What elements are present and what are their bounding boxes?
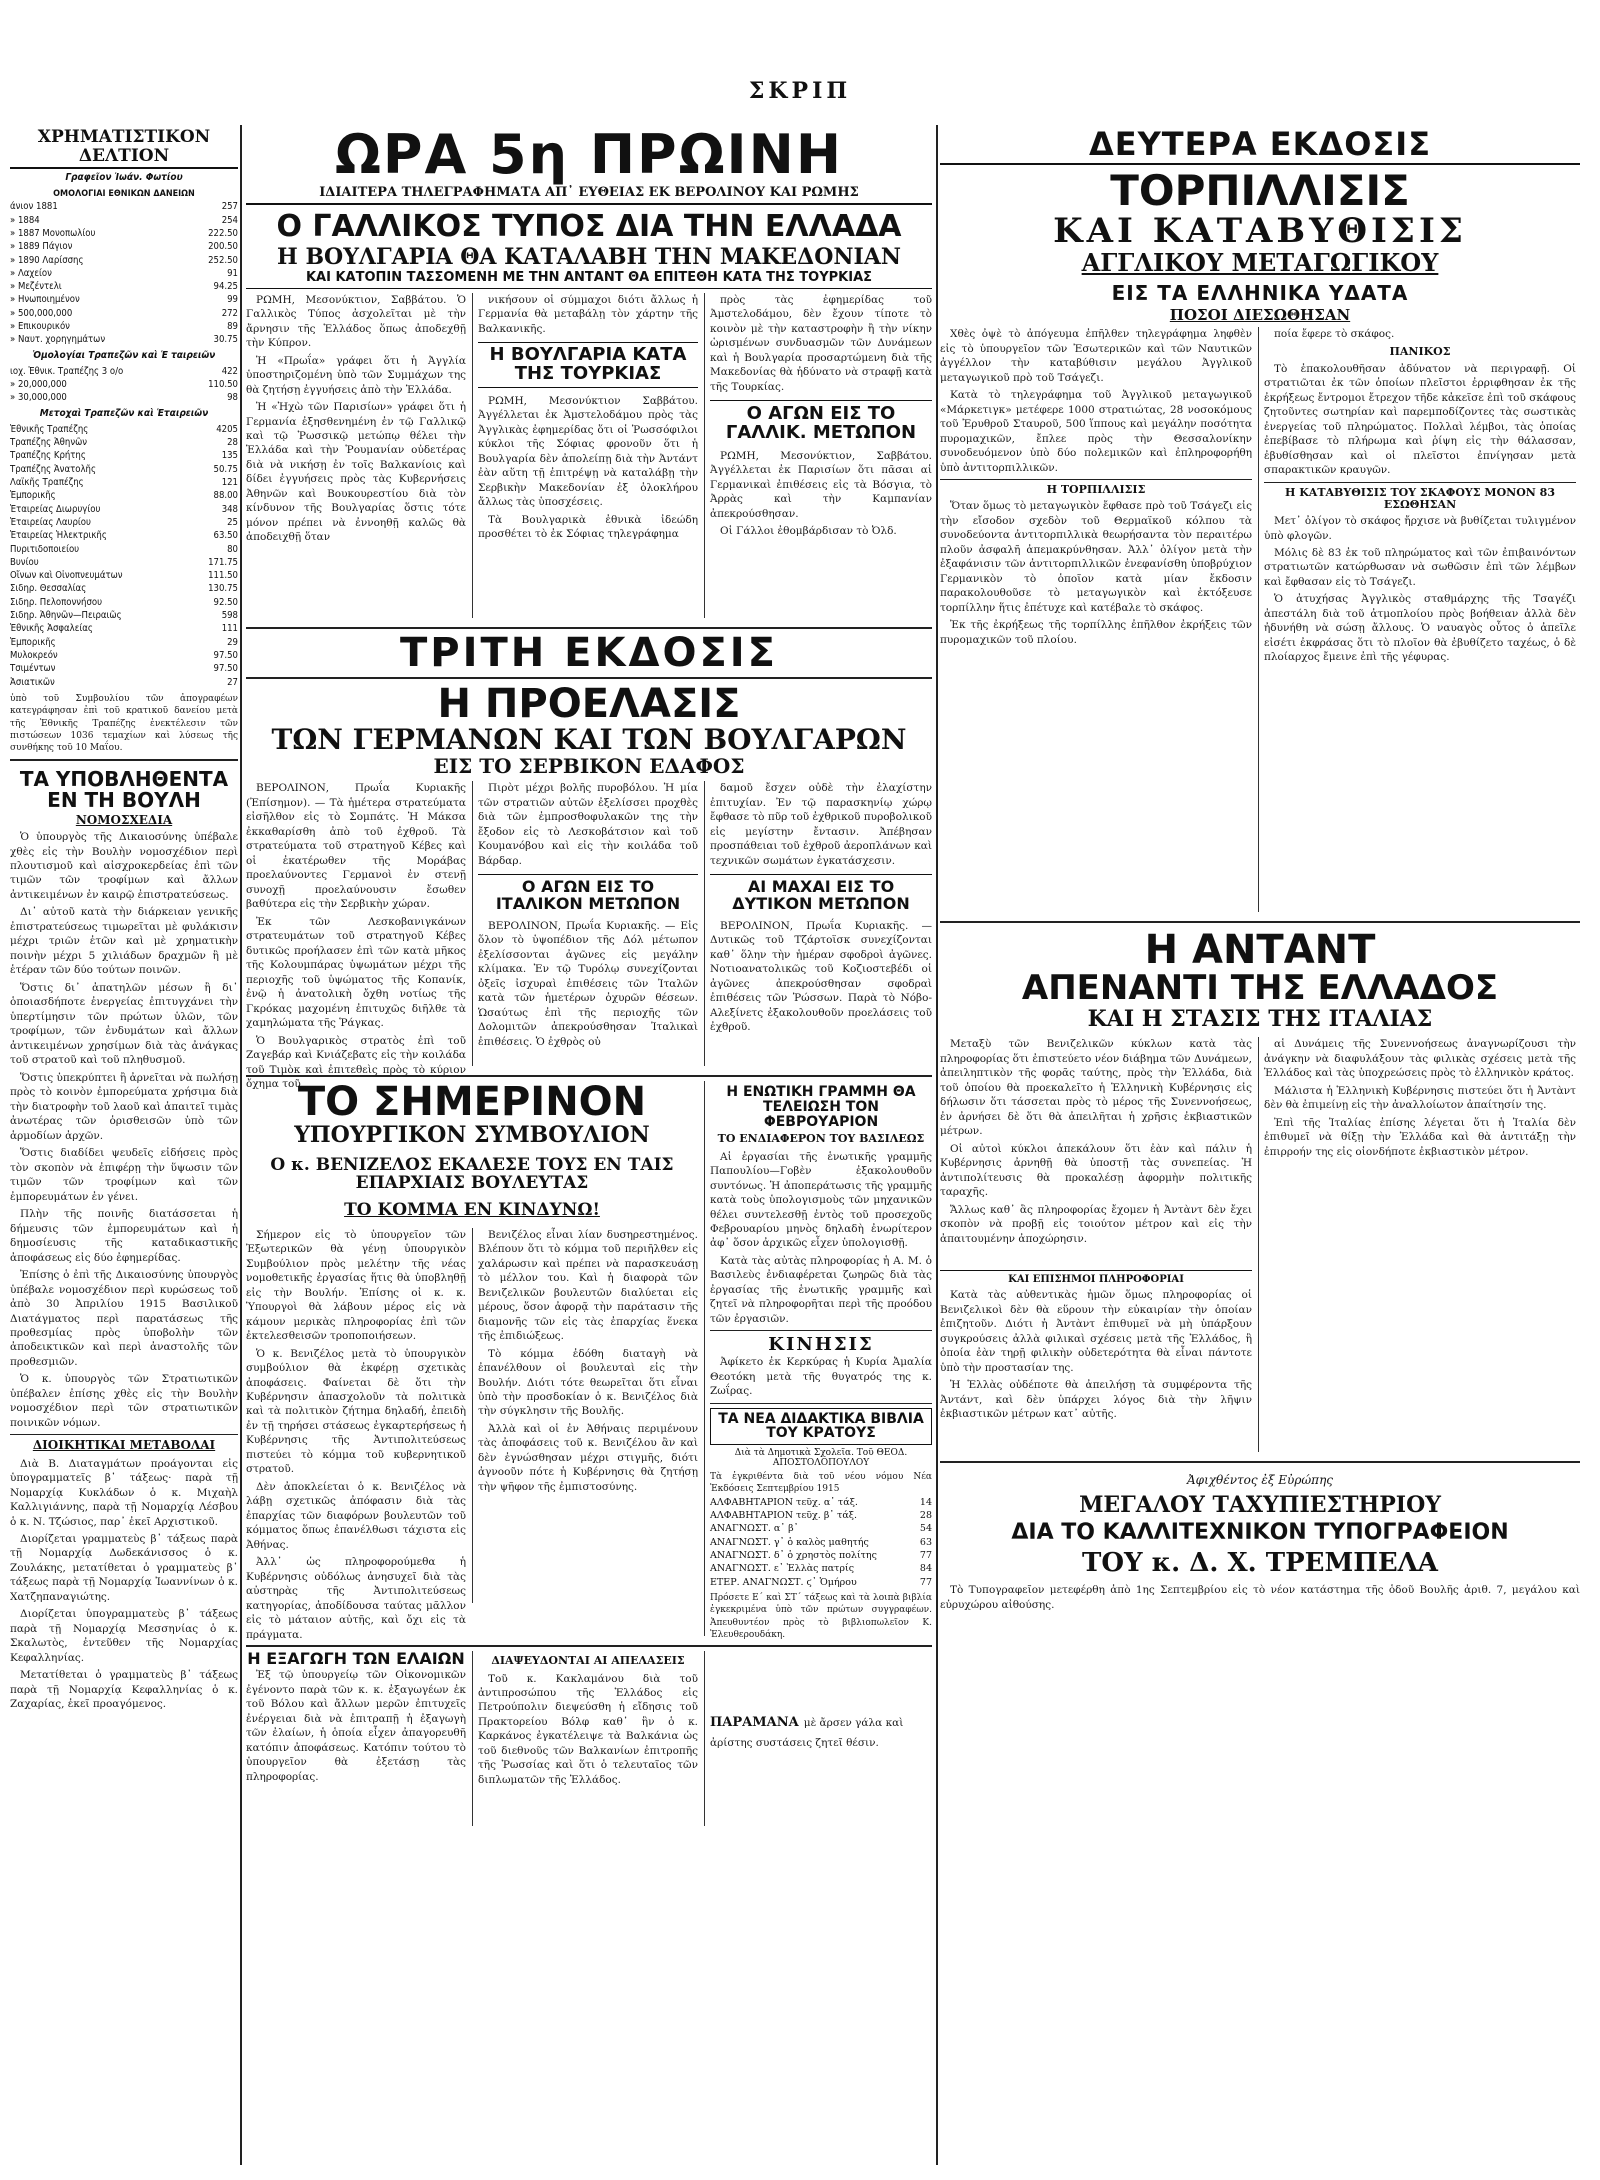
nanny-text: μὲ ἄρσεν γάλα καὶ ἀρίστης συστάσεις ζητεῖ θέσιν. xyxy=(710,1717,904,1749)
stock-row-value: 110.50 xyxy=(208,379,238,391)
stock-row-value: 598 xyxy=(221,610,238,622)
book-row xyxy=(710,1522,932,1535)
arrival-line: Ἀφιχθέντος ἐξ Εὐρώπης xyxy=(1187,1473,1333,1488)
stock-row-label: » 20,000,000 xyxy=(10,379,67,391)
stock-row-label: » 1889 Πάγιον xyxy=(10,241,73,253)
paragraph: Ἡ «Πρωΐα» γράφει ὅτι ἡ Ἀγγλία ὑποστηριζομένη ὑπὸ τῶν Συμμάχων της θὰ ζητήσῃ ἐγγυήσεις ἀπὸ τὴν Ἑλλάδα. xyxy=(246,354,466,396)
paragraph: Ὁ ὑπουργὸς τῆς Δικαιοσύνης ὑπέβαλε χθὲς εἰς τὴν Βουλὴν νομοσχέδιον περὶ πλουτισμοῦ καὶ αἰσχροκερδείας ἐπὶ τῶν τιμῶν τῶν τροφίμων καὶ ἄλλων ἀντικειμένων ἐν καιρῷ ἐπιστρατεύσεως. xyxy=(10,831,238,901)
stock-row xyxy=(10,293,238,306)
paragraph: Ὅστις διαδίδει ψευδεῖς εἰδήσεις πρὸς τὸν σκοπὸν νὰ ἐπιφέρῃ τὴν ὕψωσιν τῶν τιμῶν τῶν τροφίμων καὶ τῶν ἐμπορευμάτων ἐν γένει. xyxy=(10,1147,238,1203)
advance-subheadline-2: ΕΙΣ ΤΟ ΣΕΡΒΙΚΟΝ ΕΔΑΦΟΣ xyxy=(433,754,745,779)
stock-row-value: 30.75 xyxy=(213,334,238,346)
paragraph: Ὁ ἀτυχήσας Ἀγγλικὸς σταθμάρχης τῆς Τσαγέζι ἀπεστάλη διὰ τοῦ ἀτμοπλοίου πρὸς βοήθειαν ἀλλὰ δὲν ἠδυνήθη νὰ σώσῃ ἄλλους. Ὁ ναυαγὸς οὗτος ὁ ἀπεῖλε εἰσέτι ἐκφράσας ὅτι τὸ πλοῖον θὰ ἐβυθίζετο ταχέως, ὁ δὲ πλοίαρχος ἔμεινε ἐπὶ τῆς γέφυρας. xyxy=(1264,593,1576,664)
book-row-label: ΑΛΦΑΒΗΤΑΡΙΟΝ τεῦχ. β᾽ τάξ. xyxy=(710,1510,858,1522)
stock-row-value: 91 xyxy=(227,267,238,279)
denial-headline: ΔΙΑΨΕΥΔΟΝΤΑΙ ΑΙ ΑΠΕΛΑΣΕΙΣ xyxy=(491,1654,685,1668)
stock-row-label: Τσιμέντων xyxy=(10,663,56,675)
stock-row xyxy=(10,378,238,391)
stock-row-label: » 1890 Λαρίσσης xyxy=(10,254,84,266)
paragraph: ΒΕΡΟΛΙΝΟΝ, Πρωΐα Κυριακῆς (Ἐπίσημον). — Τὰ ἡμέτερα στρατεύματα εἰσῆλθον εἰς τὸ Σομπάτς. Ἡ Μάκσα ἐκκαθαρίσθη ἀπὸ τοῦ ἐχθροῦ. Τὰ στρατεύματα τοῦ στρατηγοῦ Κέβες καὶ οἱ ἐκατέρωθεν τῆς Μοράβας προελαύνοντες Γερμανοὶ ἐν στενῇ συνοχῇ προελαύνουσιν ἔσωθεν βαθύτερα εἰς τὴν Σερβικὴν χώραν. xyxy=(246,782,466,911)
paragraph: Ὁ κ. ὑπουργὸς τῶν Στρατιωτικῶν ὑπέβαλεν ἐπίσης χθὲς εἰς τὴν Βουλὴν νομοσχέδιον περὶ τῶν στρατιωτικῶν ποινικῶν νόμων. xyxy=(10,1373,238,1429)
stock-row xyxy=(10,333,238,346)
bulgaria-turkey-headline: Η ΒΟΥΛΓΑΡΙΑ ΚΑΤΑ ΤΗΣ ΤΟΥΡΚΙΑΣ xyxy=(478,342,698,388)
paragraph: Μεταξὺ τῶν Βενιζελικῶν κύκλων κατὰ τὰς πληροφορίας ὅτι ἐπιστεύετο νέον διάβημα τῶν Δυνάμεων, ἀπειληπτικὸν τῆς φορᾶς ταύτης, πρὸς τὴν Ἑλλάδα, διὰ τοῦ ὁποίου θὰ προεκαλεῖτο ἡ Ἑλληνικὴ Κυβέρνησις εἰς δήλωσιν ὅτι τάσσεται πρὸς τὸ μέρος τῆς Συνεννοήσεως, ἐν ἀρνήσει δὲ ὅτι θὰ ἀπειλῆται ἡ χρῆσις ἐκβιαστικῶν μέτρων. xyxy=(940,1038,1252,1138)
transport-headline: ΑΓΓΛΙΚΟΥ ΜΕΤΑΓΩΓΙΚΟΥ xyxy=(1081,248,1439,278)
official-article xyxy=(940,1288,1252,1421)
column-rule-1 xyxy=(240,125,242,2165)
paragraph: Μάλιστα ἡ Ἑλληνικὴ Κυβέρνησις πιστεύει ὅτι ἡ Ἀντὰντ δὲν θὰ ἐπιμείνῃ εἰς τὴν ἀναλλοίωτον ἀπαίτησίν της. xyxy=(1264,1084,1576,1112)
book-row-label: ΑΝΑΓΝΩΣΤ. ε᾽ Ἐλλὰς πατρίς xyxy=(710,1563,855,1575)
masthead: ΣΚΡΙΠ xyxy=(748,78,852,104)
book-row-value: 77 xyxy=(919,1576,932,1588)
bulgaria-turkey-article xyxy=(478,394,698,542)
stock-row xyxy=(10,609,238,622)
stock-row-value: 88.00 xyxy=(213,490,238,502)
book-row xyxy=(710,1562,932,1575)
paragraph: Κατὰ τὸ τηλεγράφημα τοῦ Ἀγγλικοῦ μεταγωγικοῦ «Μάρκετιγκ» μετέφερε 1000 στρατιώτας, 28 νοσοκόμους τοῦ Ἐρυθροῦ Σταυροῦ, 500 ἵππους καὶ μεγάλην ποσότητα πυρομαχικῶν, ἔπλεε πρὸς τὴν Θεσσαλονίκην συνοδευόμενον ὑπὸ δύο πολεμικῶν καὶ ἐπληροφορήθη ὑπὸ ἀντιτορπιλλικῶν. xyxy=(940,389,1252,474)
frontier-headline: Η ΕΝΩΤΙΚΗ ΓΡΑΜΜΗ ΘΑ ΤΕΛΕΙΩΣΗ ΤΟΝ ΦΕΒΡΟΥΑΡΙΟΝ xyxy=(726,1084,916,1130)
stock-row-label: Ἐθνικῆς Τραπέζης xyxy=(10,423,89,435)
stock-row xyxy=(10,240,238,253)
stock-row-label: Σιδηρ. Θεσσαλίας xyxy=(10,583,87,595)
paragraph: Ἐπίσης ὁ ἐπὶ τῆς Δικαιοσύνης ὑπουργὸς ὑπέβαλε νομοσχέδιον περὶ κυρώσεως τοῦ ἀπὸ 30 Ἀπριλίου 1915 Βασιλικοῦ Διατάγματος περὶ παρατάσεως τῆς προθεσμίας πρὸς ὑποβολὴν τῶν ἀποδεικτικῶν καὶ περὶ ἀναστολῆς τῶν προθεσμιῶν. xyxy=(10,1269,238,1368)
stock-row-label: Σιδηρ. Πελοποννήσου xyxy=(10,596,103,608)
stock-row xyxy=(10,320,238,333)
book-row xyxy=(710,1536,932,1549)
book-row xyxy=(710,1496,932,1509)
stock-row-value: 200.50 xyxy=(208,241,238,253)
frontier-block xyxy=(710,1081,932,1641)
torpedo-left xyxy=(940,327,1252,650)
paragraph: Κατὰ τὰς αὐτὰς πληροφορίας ἡ Α. Μ. ὁ Βασιλεὺς ἐνδιαφέρεται ζωηρῶς διὰ τὰς ἐργασίας τῆς ἑνωτικῆς γραμμῆς καὶ ζητεῖ νὰ πληροφορῆται περὶ τῆς προόδου τῶν ἐργασιῶν. xyxy=(710,1254,932,1325)
stock-row xyxy=(10,622,238,635)
paragraph: Μόλις δὲ 83 ἐκ τοῦ πληρώματος καὶ τῶν ἐπιβαινόντων στρατιωτῶν κατώρθωσαν νὰ σωθῶσιν ἐπὶ τῶν λέμβων καὶ ἔφθασαν εἰς τὸ Τσάγεζι. xyxy=(1264,546,1576,588)
western-front-article xyxy=(710,919,932,1035)
oil-export-block xyxy=(246,1651,466,1787)
western-front-headline: ΑΙ ΜΑΧΑΙ ΕΙΣ ΤΟ ΔΥΤΙΚΟΝ ΜΕΤΩΠΟΝ xyxy=(710,874,932,913)
cabinet-headline: ΤΟ ΣΗΜΕΡΙΝΟΝ xyxy=(297,1079,647,1126)
french-front-headline: Ο ΑΓΩΝ ΕΙΣ ΤΟ ΓΑΛΛΙΚ. ΜΕΤΩΠΟΝ xyxy=(710,400,932,443)
printshop-headline: ΔΙΑ ΤΟ ΚΑΛΛΙΤΕΧΝΙΚΟΝ ΤΥΠΟΓΡΑΦΕΙΟΝ xyxy=(1011,1520,1509,1546)
paragraph: Μετ᾽ ὀλίγον τὸ σκάφος ἤρχισε νὰ βυθίζεται τυλιγμένον ὑπὸ φλογῶν. xyxy=(1264,515,1576,542)
stock-row-value: 135 xyxy=(221,450,238,462)
paragraph: Σήμερον εἰς τὸ ὑπουργεῖον τῶν Ἐξωτερικῶν θὰ γένῃ ὑπουργικὸν Συμβούλιον πρὸς μελέτην τῆς νέας νομοθετικῆς ἐργασίας ἥτις θὰ ὑποβληθῇ εἰς τὴν Βουλήν. Ἐπίσης οἱ κ. κ. Ὑπουργοὶ θὰ λάβουν μέρος εἰς νὰ κάμουν μερικὰς πληροφορίας ἐπὶ τῶν ἐκτελεσθεισῶν τροποποιήσεων. xyxy=(246,1228,466,1343)
book-row xyxy=(710,1549,932,1562)
stock-row-value: 272 xyxy=(221,307,238,319)
paragraph: ΒΕΡΟΛΙΝΟΝ, Πρωΐα Κυριακῆς. — Εἰς ὅλον τὸ ὑψοπέδιον τῆς Δόλ μέτωπον ἐξελίσσονται ἀγῶνες εἰς μεγάλην κλίμακα. Ἐν τῷ Τυρόλῳ συνεχίζονται ὀξεῖς ἰσχυραὶ ἐπιθέσεις τῶν Ἰταλῶν κατὰ τῶν ἡμετέρων ὀχυρῶν θέσεων. Ὡσαύτως ἐπὶ τῆς περιοχῆς τῶν Δολομιτῶν ἀπεκρούσθησαν Ἰταλικαὶ ἐπιθέσεις. Ὁ ἐχθρὸς οὐ xyxy=(478,919,698,1048)
venizelos-headline: Ο κ. ΒΕΝΙΖΕΛΟΣ ΕΚΑΛΕΣΕ ΤΟΥΣ ΕΝ ΤΑΙΣ ΕΠΑΡΧΙΑΙΣ ΒΟΥΛΕΥΤΑΣ xyxy=(270,1154,674,1194)
stock-row-label: Τραπέζης Κρήτης xyxy=(10,450,86,462)
right-column xyxy=(940,125,1580,2158)
stock-row xyxy=(10,214,238,227)
book-row-label: ΑΝΑΓΝΩΣΤ. α᾽ β᾽ xyxy=(710,1523,799,1535)
stock-row-value: 121 xyxy=(221,477,238,489)
stock-row-label: Τραπέζης Ἀνατολῆς xyxy=(10,463,96,475)
stock-row xyxy=(10,449,238,462)
stock-row xyxy=(10,365,238,378)
italian-front-headline: Ο ΑΓΩΝ ΕΙΣ ΤΟ ΙΤΑΛΙΚΟΝ ΜΕΤΩΠΟΝ xyxy=(478,874,698,913)
stock-row xyxy=(10,463,238,476)
stock-row xyxy=(10,543,238,556)
stock-row-label: Λαϊκῆς Τραπέζης xyxy=(10,477,84,489)
stock-row xyxy=(10,267,238,280)
stock-row xyxy=(10,556,238,569)
owner-headline: ΤΟΥ κ. Δ. Χ. ΤΡΕΜΠΕΛΑ xyxy=(1082,1547,1438,1578)
sinking-article xyxy=(1264,514,1576,665)
second-edition-headline: ΔΕΥΤΕΡΑ ΕΚΔΟΣΙΣ xyxy=(940,128,1580,165)
french-press-headline: Ο ΓΑΛΛΙΚΟΣ ΤΥΠΟΣ ΔΙΑ ΤΗΝ ΕΛΛΑΔΑ xyxy=(276,209,902,245)
stock-row-value: 422 xyxy=(221,365,238,377)
torpedo-block xyxy=(940,327,1580,917)
italian-front-block xyxy=(478,781,698,1052)
bottom-block xyxy=(246,1651,932,1831)
paragraph: Διορίζεται γραμματεὺς β᾽ τάξεως παρὰ τῇ Νομαρχίᾳ Δωδεκάνισσος ὁ κ. Ζουλάκης, μετατίθεται ὁ γραμματεὺς β᾽ τάξεως παρὰ τῇ Νομαρχίᾳ Ἰωαννίνων ὁ κ. Χατζηπαναγιώτης. xyxy=(10,1533,238,1603)
book-row-value: 14 xyxy=(919,1496,932,1508)
cabinet-article xyxy=(246,1228,466,1646)
stock-row xyxy=(10,662,238,675)
entente-right xyxy=(1264,1037,1576,1162)
stock-row-value: 97.50 xyxy=(213,649,238,661)
stock-table xyxy=(10,171,238,688)
stock-row xyxy=(10,307,238,320)
bulgaria-subheadline: ΚΑΙ ΚΑΤΟΠΙΝ ΤΑΣΣΟΜΕΝΗ ΜΕ ΤΗΝ ΑΝΤΑΝΤ ΘΑ ΕΠΙΤΕΘΗ ΚΑΤΑ ΤΗΣ ΤΟΥΡΚΙΑΣ xyxy=(246,271,932,289)
stock-row xyxy=(10,649,238,662)
book-row-value: 63 xyxy=(919,1536,932,1548)
stock-section-bank-shares: Μετοχαὶ Τραπεζῶν καὶ Ἑταιρειῶν xyxy=(39,407,209,419)
paragraph: Ἀλλὰ καὶ οἱ ἐν Ἀθήναις περιμένουν τὰς ἀποφάσεις τοῦ κ. Βενιζέλου ἂν καὶ δὲν ἐγνώσθησαν μέχρι στιγμῆς, διότι ἀγνοοῦν πότε ἡ Κυβέρνησις θὰ ζητήσῃ τὴν ψῆφον τῆς ἐμπιστοσύνης. xyxy=(478,1422,698,1493)
stock-row-value: 97.50 xyxy=(213,663,238,675)
paragraph: Οἱ αὐτοὶ κύκλοι ἀπεκάλουν ὅτι ἐὰν καὶ πάλιν ἡ Κυβέρνησις ἀρνηθῇ θὰ ὑποστῇ τὰς συνεπείας. Ἡ ἀντιπολίτευσις θὰ προκαλέσῃ ἀφορμὴν πολιτικῆς ταραχῆς. xyxy=(940,1142,1252,1199)
stock-row-value: 89 xyxy=(227,321,238,332)
rescued-headline: ΠΟΣΟΙ ΔΙΕΣΩΘΗΣΑΝ xyxy=(1169,305,1351,324)
paragraph: Αἱ ἐργασίαι τῆς ἑνωτικῆς γραμμῆς Παπουλίου—Γοβὲν ἐξακολουθοῦν συντόνως. Ἡ ἀποπεράτωσις τῆς γραμμῆς κατὰ τοὺς ὑπολογισμοὺς τῶν μηχανικῶν θέλει συντελεσθῇ ἐντὸς τοῦ προσεχοῦς Φεβρουαρίου μηνὸς δηλαδὴ ἐνωρίτερον ἀφ᾽ ὅσον ἀρχικῶς εἶχεν ὑπολογισθῇ. xyxy=(710,1150,932,1250)
book-row-label: ΑΛΦΑΒΗΤΑΡΙΟΝ τεῦχ. α᾽ τάξ. xyxy=(710,1496,858,1508)
paragraph: Ἐκ τῶν Λεσκοβανιγκάνων στρατευμάτων τοῦ στρατηγοῦ Κέβες δυτικῶς προήλασεν ἐπὶ τῶν κατὰ μῆκος τῆς Κολουμπάρας ὑψωμάτων μέχρι τῆς περιοχῆς τοῦ ὑψώματος τῆς Κοπανίκ, ἐνῷ ἡ ἀνατολικὴ ὄχθη νοτίως τῆς Γκρόκας μαχομένη ἐπιτυχῶς διῆλθε τὰ χαμηλώματα τῆς Ῥάγκας. xyxy=(246,915,466,1030)
french-press-article xyxy=(246,293,466,548)
paragraph: Τὰ Βουλγαρικὰ ἐθνικὰ ἰδεώδη προσθέτει τὸ ἐκ Σόφιας τηλεγράφημα xyxy=(478,513,698,541)
stock-row xyxy=(10,503,238,516)
torpedo-headline: ΤΟΡΠΙΛΛΙΣΙΣ xyxy=(1110,166,1410,215)
stock-row-label: » Μεζέντελι xyxy=(10,281,62,293)
movement-article: Ἀφίκετο ἐκ Κερκύρας ἡ Κυρία Ἀμαλία Θεοτόκη μετὰ τῆς θυγατρός της κ. Ζωΐρας. xyxy=(710,1356,932,1398)
greek-waters-headline: ΕΙΣ ΤΑ ΕΛΛΗΝΙΚΑ ΥΔΑΤΑ xyxy=(1111,280,1409,305)
third-edition-headline: ΤΡΙΤΗ ΕΚΔΟΣΙΣ xyxy=(400,629,778,676)
paragraph: ΡΩΜΗ, Μεσονύκτιον, Σαββάτου. Ἀγγέλλεται ἐκ Παρισίων ὅτι πᾶσαι αἱ Γερμανικαὶ ἐπιθέσεις εἰς τὰ Βόσγια, τὸ Ἀρρὰς καὶ τὴν Καμπανίαν ἀπεκρούσθησαν. xyxy=(710,449,932,520)
book-row-label: ΑΝΑΓΝΩΣΤ. γ᾽ ὁ καλὸς μαθητής xyxy=(710,1536,869,1548)
advance-block xyxy=(246,781,932,1091)
paragraph: Ἄλλως καθ᾽ ἃς πληροφορίας ἔχομεν ἡ Ἀντὰντ δὲν ἔχει σκοπὸν νὰ προβῇ εἰς τοιούτον μέτρον καὶ εἰς τὴν ἀπαιτουμένην ἀποχώρησιν. xyxy=(940,1203,1252,1245)
book-row-label: ΕΤΕΡ. ΑΝΑΓΝΩΣΤ. ϛ᾽ Ὁμήρου xyxy=(710,1576,857,1588)
official-block xyxy=(940,1267,1252,1424)
french-press-block xyxy=(246,293,932,623)
torpedo-article xyxy=(940,327,1252,475)
book-row-value: 28 xyxy=(919,1510,932,1522)
stock-row-label: Οἴνων καὶ Οἰνοπνευμάτων xyxy=(10,570,123,582)
stock-row-value: 27 xyxy=(227,676,238,688)
paragraph: Πιρὸτ μέχρι βολῆς πυροβόλου. Ἡ μία τῶν στρατιῶν αὐτῶν ἐξελίσσει προχθὲς διὰ τῶν ἐμπροσθοφυλακῶν της τὴν ἔξοδον εἰς τὸ Λεσκοβάτσιον καὶ τοῦ Κουμανόβου καὶ εἰς τὴν κοιλάδα τοῦ Βάρδαρ. xyxy=(478,782,698,867)
books-list xyxy=(710,1496,932,1589)
nanny-ad xyxy=(710,1711,932,1750)
italian-front-article xyxy=(478,919,698,1049)
cabinet-subheadline: ΥΠΟΥΡΓΙΚΟΝ ΣΥΜΒΟΥΛΙΟΝ xyxy=(294,1122,650,1149)
paragraph: Μετατίθεται ὁ γραμματεὺς β᾽ τάξεως παρὰ τῇ Νομαρχίᾳ Κεφαλληνίας ὁ κ. Ζαχαρίας, ἐκεῖ προαγόμενος. xyxy=(10,1669,238,1711)
paragraph: νικήσουν οἱ σύμμαχοι διότι ἄλλως ἡ Γερμανία θὰ μεταβάλῃ τὸν χάρτην τῆς Βαλκανικῆς. xyxy=(478,293,698,335)
stock-subtitle: ΟΜΟΛΟΓΙΑΙ ΕΘΝΙΚΩΝ ΔΑΝΕΙΩΝ xyxy=(53,188,195,199)
paragraph: ΡΩΜΗ, Μεσονύκτιον Σαββάτου. Ἀγγέλλεται ἐκ Ἀμστελοδάμου πρὸς τὰς Ἀγγλικὰς ἐφημερίδας ὅτι οἱ Ῥωσσόφιλοι κύκλοι τῆς Σόφιας φρονοῦν ὅτι ἡ Βουλγαρία δὲν ἀπολείπῃ διὰ τὴν Ἀντάντ ἐὰν αὕτη τῇ ἐπιτρέψῃ νὰ καταλάβῃ τὴν Σερβικὴν Μακεδονίαν ἐξ ὁλοκλήρου ἄλλως τὰς ὑποσχέσεις. xyxy=(478,394,698,509)
paragraph: Ὅταν ὅμως τὸ μεταγωγικὸν ἔφθασε πρὸ τοῦ Τσάγεζι εἰς τὴν εἴσοδον σχεδὸν τοῦ Θερμαϊκοῦ κόλπου τὰ συνοδεύοντα ἀντιτορπιλλικὰ θεωρήσαντα τὸν περαιτέρω πλοῦν ἀσφαλῆ ἀπεμακρύνθησαν. Ἀλλ᾽ ὀλίγον μετὰ τὴν ἐξαφάνισιν τῶν ἀντιτορπιλλικῶν ἐνεφανίσθη ὑποβρύχιον Γερμανικὸν τὸ ὁποῖον κατὰ μίαν ἔκδοσιν παρακολουθοῦσε τὸ μεταγωγικὸν καὶ ἐκτόξευσε τορπίλλην ἥτις ἐπέτυχε καὶ κατέβαλε τὸ σκάφος. xyxy=(940,500,1252,614)
advance-article xyxy=(246,781,466,1094)
panic-headline: ΠΑΝΙΚΟΣ xyxy=(1389,344,1451,358)
stock-row-label: Ἀσιατικῶν xyxy=(10,676,55,688)
book-row-value: 77 xyxy=(919,1550,932,1562)
bulgaria-headline: Η ΒΟΥΛΓΑΡΙΑ ΘΑ ΚΑΤΑΛΑΒΗ ΤΗΝ ΜΑΚΕΔΟΝΙΑΝ xyxy=(277,243,901,270)
stock-note: ὑπὸ τοῦ Συμβουλίου τῶν ἀπογραφέων κατεγράφησαν ἐπὶ τοῦ κρατικοῦ δανείου μετὰ τῆς Ἐθνικῆς Τραπέζης ἐνεκτέλεσιν τῶν πιστώσεων 1036 τεμαχίων καὶ λύσεως τῆς συνθήκης τοῦ 10 Μαΐου. xyxy=(10,693,238,754)
stock-row-label: άνιον 1881 xyxy=(10,201,58,213)
bulgaria-turkey-block xyxy=(478,293,698,545)
stock-row xyxy=(10,476,238,489)
parliament-article xyxy=(10,830,238,1430)
paragraph: ΒΕΡΟΛΙΝΟΝ, Πρωΐα Κυριακῆς. — Δυτικῶς τοῦ Τζάρτοϊσκ συνεχίζονται καθ᾽ ὅλην τὴν ἡμέραν σφοδροὶ ἀγῶνες. Νοτιοανατολικῶς τοῦ Κοζιοστεβέδι οἱ ἀγῶνες ἀπεκρούσθησαν σφοδραὶ ἐπιθέσεις τῶν Ῥώσσων. Παρὰ τὸ Νόβο-Αλεξίνετς ἐξακολουθοῦν προελάσεις τοῦ ἐχθροῦ. xyxy=(710,919,932,1034)
italy-subheadline: ΚΑΙ Η ΣΤΑΣΙΣ ΤΗΣ ΙΤΑΛΙΑΣ xyxy=(1087,1006,1433,1033)
books-intro: Τὰ ἐγκριθέντα διὰ τοῦ νέου νόμου Νέα Ἐκδόσεις Σεπτεμβρίου 1915 xyxy=(710,1472,932,1495)
paragraph: Ὁ Βουλγαρικὸς στρατὸς ἐπὶ τοῦ Ζαγεβάρ καὶ Κνιάζεβατς εἰς τὴν κοιλάδα τοῦ Τιμὸκ καὶ ἐπιτεθεὶς πρὸς τὸ κύριον ὄχημα τοῦ xyxy=(246,1034,466,1091)
paragraph: Ὅστις δι᾽ ἀπατηλῶν μέσων ἢ δι᾽ ὁποιασδήποτε ἐνεργείας ἐπιτυγχάνει τὴν ὑπερτίμησιν τῶν πρώτων ὑλῶν, τῶν τροφίμων, τῶν ἐνδυμάτων καὶ ἄλλων ἀντικειμένων χρησίμων διὰ τὰς ἀνάγκας τοῦ στρατοῦ καὶ τοῦ πληθυσμοῦ. xyxy=(10,981,238,1067)
parliament-headline: ΤΑ ΥΠΟΒΛΗΘΕΝΤΑ ΕΝ ΤΗ ΒΟΥΛΗ xyxy=(19,766,229,812)
book-row-label: ΑΝΑΓΝΩΣΤ. δ᾽ ὁ χρηστὸς πολίτης xyxy=(710,1550,877,1562)
stock-row-label: Πυριτιδοποιείου xyxy=(10,543,80,555)
stock-row-value: 252.50 xyxy=(208,254,238,266)
main-headline: ΩΡΑ 5η ΠΡΩΙΝΗ xyxy=(334,123,844,186)
stock-office: Γραφεῖον Ἰωάν. Φωτίου xyxy=(65,172,183,184)
stock-row xyxy=(10,569,238,582)
torpedo-subheadline: Η ΤΟΡΠΙΛΛΙΣΙΣ xyxy=(1046,483,1146,497)
paragraph: Ἐπὶ τῆς Ἰταλίας ἐπίσης λέγεται ὅτι ἡ Ἰταλία δὲν ἐπιθυμεῖ νὰ θίξῃ τὴν Ἑλλάδα καὶ θὰ ἀντιτάξῃ τὴν ἐπιρροήν της εἰς οἱονδήποτε ἐκβιαστικὸν μέτρον. xyxy=(1264,1116,1576,1158)
stock-row-label: Ἑταιρείας Ἠλεκτρικῆς xyxy=(10,530,107,542)
cabinet-article-continued xyxy=(478,1228,698,1498)
book-row xyxy=(710,1509,932,1522)
stock-row xyxy=(10,516,238,529)
entente-headline: Η ΑΝΤΑΝΤ xyxy=(1144,927,1376,974)
paragraph: Τὸ ἐπακολουθῆσαν ἀδύνατον νὰ περιγραφῇ. Οἱ στρατιῶται ἐκ τῶν ὁποίων πλεῖστοι ἐρριφθησαν ἐκ τῆς ἐκρήξεως ἔντρομοι ἔτρεχον τῆδε κἀκεῖσε ἐπὶ τοῦ σκάφους ζητοῦντες σωτηρίαν καὶ παρεμποδίζοντες τὰς σωστικὰς ἐνεργείας τοῦ πληρώματος. Πολλαὶ λέμβοι, τὰς ὁποίας ἐπεβίβασε τὸ πλήρωμα καὶ ῥίψη εἰς τὴν θάλασσαν, ἐβυθίσθησαν καὶ οἱ πλεῖστοι ἐπνίγησαν μετὰ σπαρακτικῶν κραυγῶν. xyxy=(1264,362,1576,477)
sinking-subheadline: Η ΚΑΤΑΒΥΘΙΣΙΣ ΤΟΥ ΣΚΑΦΟΥΣ ΜΟΝΟΝ 83 ΕΣΩΘΗΣΑΝ xyxy=(1285,485,1555,511)
stock-row xyxy=(10,676,238,689)
book-row-value: 54 xyxy=(919,1523,932,1535)
stock-row xyxy=(10,280,238,293)
frontier-subheadline: ΤΟ ΕΝΔΙΑΦΕΡΟΝ ΤΟΥ ΒΑΣΙΛΕΩΣ xyxy=(717,1132,925,1146)
paragraph: Ὁ κ. Βενιζέλος μετὰ τὸ ὑπουργικὸν συμβούλιον θὰ ἐκφέρῃ σχετικὰς ἀποφάσεις. Φαίνεται δὲ ὅτι τὴν Κυβέρνησιν ἀπασχολοῦν τὰ πολιτικὰ καὶ τὰ πολιτικὸν ζήτημα δηλαδή, ἐπειδὴ ἐν τῇ τηρήσει στάσεως ἐγκαρτερήσεως ἡ Κυβέρνησις τῆς Ἀντιπολιτεύσεως πιστεύει τὸ κόμμα τοῦ κυβερνητικοῦ στρατοῦ. xyxy=(246,1347,466,1476)
stock-row xyxy=(10,200,238,213)
stock-row-label: Ἐμπορικῆς xyxy=(10,490,56,502)
stock-row xyxy=(10,596,238,609)
stock-row xyxy=(10,529,238,542)
stock-row-value: 222.50 xyxy=(208,227,238,239)
stock-row-value: 25 xyxy=(227,516,238,528)
stock-row-label: Ἐμπορικῆς xyxy=(10,636,56,648)
party-danger-headline: ΤΟ ΚΟΜΜΑ ΕΝ ΚΙΝΔΥΝΩ! xyxy=(344,1199,600,1220)
stock-row-label: Τραπέζης Ἀθηνῶν xyxy=(10,437,88,449)
denial-block xyxy=(478,1651,698,1790)
advance-headline: Η ΠΡΟΕΛΑΣΙΣ xyxy=(437,680,741,727)
stock-row-label: Ἑταιρείας Λαυρίου xyxy=(10,516,91,528)
stock-row xyxy=(10,582,238,595)
stock-row-value: 130.75 xyxy=(208,583,238,595)
stock-row-value: 111.50 xyxy=(208,570,238,582)
stock-row-label: » 1884 xyxy=(10,214,40,226)
stock-row-value: 28 xyxy=(227,437,238,449)
books-headline: ΤΑ ΝΕΑ ΔΙΔΑΚΤΙΚΑ ΒΙΒΛΙΑ ΤΟΥ ΚΡΑΤΟΥΣ xyxy=(710,1408,932,1445)
stock-bulletin-title: ΧΡΗΜΑΤΙΣΤΙΚΟΝ ΔΕΛΤΙΟΝ xyxy=(10,128,238,169)
paragraph: Πλὴν τῆς ποινῆς διατάσσεται ἡ δήμευσις τῶν ἐμπορευμάτων καὶ ἡ δημοσίευσις τῆς καταδικαστικῆς ἀποφάσεως εἰς δύο ἐφημερίδας. xyxy=(10,1208,238,1264)
stock-row-label: » 1887 Μονοπωλίου xyxy=(10,227,96,239)
stock-row-value: 257 xyxy=(221,201,238,213)
stock-row-label: Σιδηρ. Ἀθηνῶν—Πειραιῶς xyxy=(10,610,122,622)
paragraph: Ἡ «Ἠχὼ τῶν Παρισίων» γράφει ὅτι ἡ Γερμανία ἐξησθενημένη ἐν τῷ Γαλλικῷ καὶ τῷ Ῥωσσικῷ μετώπῳ θέλει τὴν Ἑλλάδα καὶ τὴν Ῥουμανίαν οὐδετέρας διὰ νὰ νικήσῃ ἐν τοῖς Βαλκανίοις καὶ δίδει ἐγγυήσεις πρὸς τὰς Κυβερνήσεις Ἀθηνῶν καὶ Βουκουρεστίου διὰ τὸν κίνδυνον τῆς Βουλγαρίας ὅστις τότε μόνον πρέπει νὰ ἐννοηθῇ καλῶς θὰ ἀποδειχθῇ ὅταν xyxy=(246,401,466,544)
stock-section-bank-bonds: Ὁμολογίαι Τραπεζῶν καὶ Ἑ ταιρειῶν xyxy=(32,349,216,361)
paragraph: Ἐκ τῆς ἐκρήξεως τῆς τορπίλλης ἐπῆλθον ἐκρήξεις τῶν πυρομαχικῶν τοῦ πλοίου. xyxy=(940,619,1252,646)
books-note: Πρόσετε Ε΄ καὶ ΣΤ΄ τάξεως καὶ τὰ λοιπὰ βιβλία ἐγκεκριμένα ὑπὸ τῶν πρώτων συγγραφέων. Ἀπευθυντέον πρὸς τὸ βιβλιοπωλεῖον Κ. Ἐλευθερουδάκη. xyxy=(710,1592,932,1641)
paragraph: Βενιζέλος εἶναι λίαν δυσηρεστημένος. Βλέπουν ὅτι τὸ κόμμα τοῦ περιῆλθεν εἰς χαλάρωσιν καὶ πρέπει νὰ παρασκευάσῃ τὸ μέλλον του. Καὶ ἡ διαφορὰ τῶν Βενιζελικῶν βουλευτῶν διαλύεται εἰς μέρους, ὅσον ἀφορᾷ τὴν παράτασιν τῆς διαμονῆς τῶν εἰς τὰς ἐπαρχίας ἕνεκα τῆς ἐπιδιώξεως. xyxy=(478,1228,698,1343)
stock-row-label: » 500,000,000 xyxy=(10,307,73,319)
stock-row-value: 4205 xyxy=(216,423,238,435)
denial-article xyxy=(478,1672,698,1788)
stock-row-value: 63.50 xyxy=(213,530,238,542)
oil-export-article xyxy=(246,1668,466,1784)
stock-row-label: Μυλοκρεόν xyxy=(10,649,58,661)
book-row-value: 84 xyxy=(919,1563,932,1575)
western-front-block xyxy=(710,781,932,1037)
stock-row xyxy=(10,489,238,502)
stock-row-value: 111 xyxy=(221,623,238,635)
stock-row xyxy=(10,254,238,267)
stock-row xyxy=(10,636,238,649)
paragraph: Κατὰ τὰς αὐθεντικὰς ἡμῶν ὅμως πληροφορίας οἱ Βενιζελικοὶ δὲν θὰ εὕρουν τὴν εὐκαιρίαν τὴν ὁποίαν ἐπιζητοῦν. Διότι ἡ Ἀντὰντ ἐπιθυμεῖ νὰ μὴ ὑπάρξουν συγκρούσεις ἀλλὰ φιλικαὶ σχέσεις μετὰ τῆς Ἑλλάδος, ἣ ὁποία ἐὰν τηρῇ φιλικὴν οὐδετερότητα θὰ εἶναι πάντοτε ὑπὸ τὴν προστασίαν της. xyxy=(940,1289,1252,1374)
stock-row xyxy=(10,391,238,404)
french-front-article xyxy=(710,449,932,539)
paragraph: Οἱ Γάλλοι ἐθομβάρδισαν τὸ Ὀλδ. xyxy=(720,525,897,538)
main-subheadline: ΙΔΙΑΙΤΕΡΑ ΤΗΛΕΓΡΑΦΗΜΑΤΑ ΑΠ᾽ ΕΥΘΕΙΑΣ ΕΚ ΒΕΡΟΛΙΝΟΥ ΚΑΙ ΡΩΜΗΣ xyxy=(246,186,932,205)
advance-subheadline: ΤΩΝ ΓΕΡΜΑΝΩΝ ΚΑΙ ΤΩΝ ΒΟΥΛΓΑΡΩΝ xyxy=(271,722,907,756)
panic-block xyxy=(1264,327,1576,667)
admin-changes-headline: ΔΙΟΙΚΗΤΙΚΑΙ ΜΕΤΑΒΟΛΑΙ xyxy=(32,1438,216,1453)
paragraph: Διὰ Β. Διαταγμάτων προάγονται εἰς ὑπογραμματεῖς β᾽ τάξεως· παρὰ τῇ Νομαρχίᾳ Κυκλάδων ὁ κ. Μιχαὴλ Καλλιγιάννης, παρὰ τῇ Νομαρχίᾳ Λέσβου ὁ κ. Ν. Τζώσιος, παρ᾽ ἐκεῖ Αρχιστικοῦ. xyxy=(10,1457,238,1528)
stock-row-value: 99 xyxy=(227,294,238,306)
stock-row-value: 254 xyxy=(221,214,238,226)
parliament-subhead: ΝΟΜΟΣΧΕΔΙΑ xyxy=(75,812,173,827)
stock-row-value: 50.75 xyxy=(213,463,238,475)
entente-block xyxy=(940,1037,1580,1457)
paragraph: Δὲν ἀποκλείεται ὁ κ. Βενιζέλος νὰ λάβῃ σχετικῶς ἀπόφασιν διὰ τὰς ἐπαρχίας τῶν διαφόρων βουλευτῶν τοῦ κόμματος ὅπως ἐπανέλθωσι τάχιστα εἰς Ἀθήνας. xyxy=(246,1480,466,1551)
paragraph: ΡΩΜΗ, Μεσονύκτιον, Σαββάτου. Ὁ Γαλλικὸς Τύπος ἀσχολεῖται μὲ τὴν ἄρνησιν τῆς Ἑλλάδος ὅπως ἀποδεχθῇ τὴν Κύπρον. xyxy=(246,293,466,350)
stock-row xyxy=(10,423,238,436)
stock-row-label: ιοχ. Ἐθνικ. Τραπέζης 3 ο/ο xyxy=(10,365,124,377)
paragraph: Ὅστις ὑπεκρύπτει ἢ ἀρνεῖται νὰ πωλήσῃ πρὸς τὸ κοινὸν ἐμπορεύματα χρήσιμα διὰ τὴν διατροφὴν τοῦ λαοῦ καὶ ἀπαιτεῖ τιμὰς ἀνωτέρας τῶν ὁρισθεισῶν ὑπὸ τῶν ἁρμοδίων ἀρχῶν. xyxy=(10,1071,238,1142)
movement-headline: ΚΙΝΗΣΙΣ xyxy=(768,1334,874,1356)
paragraph: Τοῦ κ. Κακλαμάνου διὰ τοῦ ἀντιπροσώπου τῆς Ἑλλάδος εἰς Πετρούπολιν διεψεύσθη ἡ εἴδησις τοῦ Πρακτορείου Βόλφ καθ᾽ ἣν ὁ κ. Καρκάνος ἐγκατέλειψε τὰ Βαλκάνια ὡς τοῦ διεθνοῦς τῶν Βαλκανίων ἐπιτροπῆς τῆς Ῥωσσίας καὶ ὅτι ὁ τελευταῖος τῶν διπλωματῶν τῆς Ἑλλάδος. xyxy=(478,1672,698,1786)
paragraph: Ἡ Ἑλλὰς οὐδέποτε θὰ ἀπειλήσῃ τὰ συμφέροντα τῆς Ἀντάντ, καὶ δὲν ὑπάρχει λόγος διὰ τὴν λῆψιν ἐκβιαστικῶν μέτρων κατ᾽ αὐτῆς. xyxy=(940,1379,1252,1421)
paragraph: δαμοῦ ἔσχεν οὐδὲ τὴν ἐλαχίστην ἐπιτυχίαν. Ἐν τῷ παρασκηνίῳ χώρῳ ἔφθασε τὸ πῦρ τοῦ ἐχθρικοῦ πυροβολικοῦ εἰς μεγίστην ἔντασιν. Ἀπέβησαν προσπάθειαι τοῦ ἐχθροῦ ἀεροπλάνων καὶ τεχνικῶν σωμάτων ἐγκατάσχεσιν. xyxy=(710,782,932,867)
stock-row-label: » Λαχείον xyxy=(10,267,52,279)
stock-row-value: 29 xyxy=(227,636,238,648)
stock-row-value: 92.50 xyxy=(213,596,238,608)
stock-row-value: 171.75 xyxy=(208,556,238,568)
stock-row-label: » Επικουρικόν xyxy=(10,321,70,332)
official-headline: ΚΑΙ ΕΠΙΣΗΜΟΙ ΠΛΗΡΟΦΟΡΙΑΙ xyxy=(940,1270,1252,1285)
stock-row-value: 94.25 xyxy=(213,281,238,293)
paragraph: Χθὲς ὀψὲ τὸ ἀπόγευμα ἐπῆλθεν τηλεγράφημα ληφθὲν εἰς τὸ ὑπουργεῖον τῶν Ἐσωτερικῶν καὶ τῶν Ναυτικῶν ἀγγέλλον τὴν καταβύθισιν μεγάλου Ἀγγλικοῦ μεταγωγικοῦ πρὸ τοῦ Τσάγεζι. xyxy=(940,328,1252,384)
stock-row-value: 80 xyxy=(227,543,238,555)
french-front-block xyxy=(710,293,932,542)
entente-article xyxy=(940,1037,1252,1249)
book-row xyxy=(710,1576,932,1589)
press-headline: ΜΕΓΑΛΟΥ ΤΑΧΥΠΙΕΣΤΗΡΙΟΥ xyxy=(1079,1492,1441,1519)
paragraph: αἱ Δυνάμεις τῆς Συνεννοήσεως ἀναγνωρίζουσι τὴν ἀνάγκην νὰ διαφυλάξουν τὰς φιλικὰς σχέσεις μετὰ τῆς Ἑλλάδος καὶ τὰς ὑποχρεώσεις πρὸς τὸ ἑλληνικὸν κράτος. xyxy=(1264,1038,1576,1080)
stock-row-value: 348 xyxy=(221,503,238,515)
stock-row-label: » Ηνωποιημένον xyxy=(10,294,80,306)
cabinet-left xyxy=(246,1079,698,1641)
nanny-headline: ΠΑΡΑΜΑΝΑ xyxy=(710,1715,799,1731)
paragraph: ποία ἔφερε τὸ σκάφος. xyxy=(1274,328,1395,341)
panic-article xyxy=(1264,362,1576,478)
entente-article-continued xyxy=(1264,1037,1576,1159)
paragraph: Τὸ κόμμα ἐδόθη διαταγὴ νὰ ἐπανέλθουν οἱ βουλευταὶ εἰς τὴν Βουλήν. Διότι τότε θεωρεῖται ὅτι εἶναι ὑπὸ τὴν προσδοκίαν ὁ κ. Βενιζέλος διὰ τὴν σύγκλησιν τῆς Βουλῆς. xyxy=(478,1347,698,1418)
paragraph: Ἀλλ᾽ ὡς πληροφορούμεθα ἡ Κυβέρνησις οὐδόλως ἀνησυχεῖ διὰ τὰς αὐστηρὰς τῆς Ἀντιπολιτεύσεως κατηγορίας, ἀποδίδουσα ταύτας μᾶλλον εἰς τὸ μάταιον αὐτῆς, καὶ ὄχι εἰς τὰ πράγματα. xyxy=(246,1556,466,1641)
printshop-article: Τὸ Τυπογραφεῖον μετεφέρθη ἀπὸ 1ης Σεπτεμβρίου εἰς τὸ νέον κατάστημα τῆς ὁδοῦ Βουλῆς ἀριθ. 7, μεγάλου καὶ εὐρυχώρου αἰθούσης. xyxy=(940,1584,1580,1611)
stock-row-label: Βυνίου xyxy=(10,556,39,568)
books-subheadline: Διὰ τὰ Δημοτικὰ Σχολεῖα. Τοῦ ΘΕΟΔ. ΑΠΟΣΤΟΛΟΠΟΥΛΟΥ xyxy=(734,1448,908,1469)
column-rule-2 xyxy=(936,125,938,2165)
frontier-article xyxy=(710,1150,932,1327)
stock-row-label: » Ναυτ. χορηγημάτων xyxy=(10,334,106,346)
paragraph: Διορίζεται ὑπογραμματεὺς β᾽ τάξεως παρὰ τῇ Νομαρχίᾳ Μεσσηνίας ὁ κ. Σκαλωτὸς, ἐντεῦθεν τῆς Νομαρχίας Κεφαλληνίας. xyxy=(10,1608,238,1664)
stock-row xyxy=(10,436,238,449)
admin-changes-article xyxy=(10,1457,238,1712)
left-column xyxy=(10,128,238,2158)
center-column xyxy=(246,123,932,2158)
torpedo-article-continued xyxy=(940,499,1252,647)
sinking-headline: ΚΑΙ ΚΑΤΑΒΥΘΙΣΙΣ xyxy=(1053,211,1467,252)
stock-row-label: Ἑταιρείας Διωρυγίου xyxy=(10,503,101,515)
cabinet-block xyxy=(246,1081,932,1641)
stock-row-label: » 30,000,000 xyxy=(10,392,67,404)
stock-row-value: 98 xyxy=(227,392,238,404)
paragraph: Δι᾽ αὐτοῦ κατὰ τὴν διάρκειαν γενικῆς ἐπιστρατεύσεως τιμωρεῖται μὲ φυλάκισιν μέχρι τριῶν ἐτῶν καὶ μὲ χρηματικὴν ποινὴν μέχρι 5 χιλιάδων δραχμῶν ἢ μὲ ἑτέραν τῶν δύο τούτων ποινῶν. xyxy=(10,906,238,977)
stock-row xyxy=(10,227,238,240)
stock-row-label: Ἐθνικῆς Ἀσφαλείας xyxy=(10,623,93,635)
paragraph: πρὸς τὰς ἐφημερίδας τοῦ Ἀμστελοδάμου, δὲν ἔχουν τίποτε τὸ κοινὸν μὲ τὴν καταστροφὴν ἢ τὴν νίκην ὡρισμένων συνδυασμῶν τῶν Δυνάμεων καὶ ἡ Βουλγαρία προσαρτώμενη διὰ τῆς Μακεδονίας θὰ ἠδύνατο νὰ στραφῇ κατὰ τῆς Τουρκίας. xyxy=(710,293,932,393)
paragraph: Ἐξ τῷ ὑπουργείῳ τῶν Οἰκονομικῶν ἐγένοντο παρὰ τῶν κ. κ. ἐξαγωγέων ἐκ τοῦ Βόλου καὶ ἄλλων μερῶν ἐπιτυχεῖς ἐνέργειαι διὰ νὰ ἐπιτραπῇ ἡ ἐξαγωγὴ τῶν ἐλαίων, ἡ ὁποία εἶχεν ἀπαγορευθῆ κατόπιν ἀποφάσεως. Κατόπιν τούτου τὸ ὑπουργεῖον θὰ ἐξετάσῃ τὰς πληροφορίας. xyxy=(246,1669,466,1783)
entente-subheadline: ΑΠΕΝΑΝΤΙ ΤΗΣ ΕΛΛΑΔΟΣ xyxy=(1021,968,1499,1009)
oil-export-headline: Η ΕΞΑΓΩΓΗ ΤΩΝ ΕΛΑΙΩΝ xyxy=(247,1649,465,1669)
